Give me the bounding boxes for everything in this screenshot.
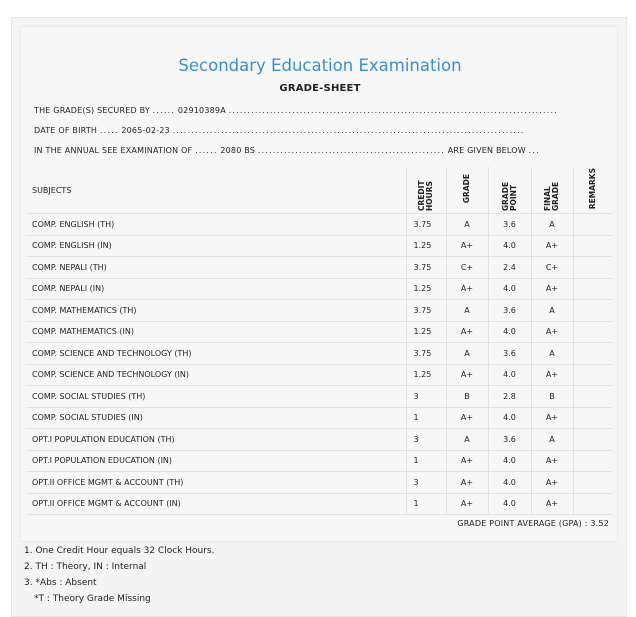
note-item: 3. *Abs : Absent xyxy=(24,578,97,588)
final-grade-cell: B xyxy=(531,386,573,408)
final-grade-cell: A+ xyxy=(531,321,573,343)
subject-cell: COMP. SCIENCE AND TECHNOLOGY (IN) xyxy=(27,364,406,386)
remarks-cell xyxy=(573,214,612,236)
table-row xyxy=(27,235,612,257)
remarks-cell xyxy=(573,364,612,386)
header-credit-hours: CREDIT HOURS xyxy=(406,167,446,214)
table-row xyxy=(27,214,612,236)
remarks-cell xyxy=(573,321,612,343)
table-row xyxy=(27,386,612,408)
remarks-cell xyxy=(573,257,612,279)
exam-year: 2080 BS xyxy=(220,146,256,155)
grade-point-cell: 4.0 xyxy=(488,364,531,386)
grade-point-cell: 3.6 xyxy=(488,343,531,365)
credit-hours-cell: 3 xyxy=(406,429,446,451)
note-item: *T : Theory Grade Missing xyxy=(34,594,151,604)
symbol-number-line: THE GRADE(S) SECURED BY ...... 02910389A ........................................................................................ xyxy=(34,106,559,115)
final-grade-cell: A+ xyxy=(531,493,573,515)
subject-cell: OPT.I POPULATION EDUCATION (IN) xyxy=(27,450,406,472)
final-grade-cell: A xyxy=(531,429,573,451)
remarks-cell xyxy=(573,278,612,300)
credit-hours-cell: 3.75 xyxy=(406,214,446,236)
grade-cell: C+ xyxy=(446,257,488,279)
page-title: Secondary Education Examination xyxy=(178,56,462,75)
grade-cell: A+ xyxy=(446,321,488,343)
grade-point-cell: 2.8 xyxy=(488,386,531,408)
subject-cell: COMP. MATHEMATICS (IN) xyxy=(27,321,406,343)
subject-cell: COMP. SOCIAL STUDIES (TH) xyxy=(27,386,406,408)
grade-sheet-page xyxy=(11,17,627,617)
grade-point-cell: 4.0 xyxy=(488,493,531,515)
page-subtitle: GRADE-SHEET xyxy=(279,83,361,94)
grade-cell: A+ xyxy=(446,493,488,515)
grade-point-cell: 3.6 xyxy=(488,214,531,236)
exam-suffix: ARE GIVEN BELOW xyxy=(447,146,526,155)
credit-hours-cell: 1.25 xyxy=(406,364,446,386)
subject-cell: COMP. ENGLISH (IN) xyxy=(27,235,406,257)
grade-cell: B xyxy=(446,386,488,408)
remarks-cell xyxy=(573,493,612,515)
table-row xyxy=(27,300,612,322)
symbol-number: 02910389A xyxy=(177,106,226,115)
final-grade-cell: A+ xyxy=(531,472,573,494)
header-subjects: SUBJECTS xyxy=(27,167,406,214)
grades-secured-label: THE GRADE(S) SECURED BY xyxy=(34,106,150,115)
final-grade-cell: A xyxy=(531,343,573,365)
table-row xyxy=(27,321,612,343)
credit-hours-cell: 3 xyxy=(406,386,446,408)
subject-cell: COMP. SCIENCE AND TECHNOLOGY (TH) xyxy=(27,343,406,365)
final-grade-cell: A+ xyxy=(531,450,573,472)
credit-hours-cell: 3.75 xyxy=(406,343,446,365)
table-row xyxy=(27,257,612,279)
credit-hours-cell: 1 xyxy=(406,450,446,472)
credit-hours-cell: 1.25 xyxy=(406,321,446,343)
table-header-row xyxy=(27,167,612,214)
exam-label: IN THE ANNUAL SEE EXAMINATION OF xyxy=(34,146,193,155)
subject-cell: COMP. NEPALI (IN) xyxy=(27,278,406,300)
final-grade-cell: A+ xyxy=(531,278,573,300)
final-grade-cell: A xyxy=(531,300,573,322)
grade-point-cell: 4.0 xyxy=(488,450,531,472)
table-row xyxy=(27,278,612,300)
grade-cell: A+ xyxy=(446,450,488,472)
grade-cell: A xyxy=(446,343,488,365)
grade-point-cell: 4.0 xyxy=(488,235,531,257)
grade-sheet-panel xyxy=(20,26,618,542)
grade-cell: A xyxy=(446,300,488,322)
table-row xyxy=(27,493,612,515)
final-grade-cell: A+ xyxy=(531,235,573,257)
grade-point-cell: 4.0 xyxy=(488,278,531,300)
grade-cell: A+ xyxy=(446,407,488,429)
table-row xyxy=(27,343,612,365)
gpa-label: GRADE POINT AVERAGE (GPA) : xyxy=(457,519,588,528)
remarks-cell xyxy=(573,407,612,429)
remarks-cell xyxy=(573,472,612,494)
gpa-summary xyxy=(457,519,609,528)
grade-cell: A xyxy=(446,429,488,451)
notes-list xyxy=(24,543,214,607)
credit-hours-cell: 3.75 xyxy=(406,257,446,279)
subject-cell: COMP. NEPALI (TH) xyxy=(27,257,406,279)
header-final-grade: FINAL GRADE xyxy=(531,167,573,214)
header-remarks: REMARKS xyxy=(573,167,612,214)
grade-point-cell: 3.6 xyxy=(488,300,531,322)
subject-cell: COMP. SOCIAL STUDIES (IN) xyxy=(27,407,406,429)
grade-cell: A+ xyxy=(446,472,488,494)
table-row xyxy=(27,450,612,472)
header-grade-point: GRADE POINT xyxy=(488,167,531,214)
header-grade: GRADE xyxy=(446,167,488,214)
table-row xyxy=(27,407,612,429)
grade-cell: A xyxy=(446,214,488,236)
exam-line: IN THE ANNUAL SEE EXAMINATION OF ...... 2080 BS .................................................. ARE GIVEN BELOW ... xyxy=(34,146,540,155)
table-row xyxy=(27,364,612,386)
table-row xyxy=(27,472,612,494)
grade-point-cell: 4.0 xyxy=(488,472,531,494)
dob-value: 2065-02-23 xyxy=(121,126,170,135)
remarks-cell xyxy=(573,235,612,257)
subject-cell: OPT.I POPULATION EDUCATION (TH) xyxy=(27,429,406,451)
gpa-value: 3.52 xyxy=(590,519,609,528)
remarks-cell xyxy=(573,386,612,408)
subject-cell: COMP. ENGLISH (TH) xyxy=(27,214,406,236)
final-grade-cell: A xyxy=(531,214,573,236)
grade-point-cell: 4.0 xyxy=(488,407,531,429)
grade-cell: A+ xyxy=(446,364,488,386)
grade-point-cell: 2.4 xyxy=(488,257,531,279)
credit-hours-cell: 1 xyxy=(406,493,446,515)
remarks-cell xyxy=(573,450,612,472)
remarks-cell xyxy=(573,343,612,365)
note-item: 1. One Credit Hour equals 32 Clock Hours. xyxy=(24,546,215,556)
remarks-cell xyxy=(573,300,612,322)
grade-cell: A+ xyxy=(446,278,488,300)
date-of-birth-line: DATE OF BIRTH ..... 2065-02-23 .............................................................................................. xyxy=(34,126,525,135)
remarks-cell xyxy=(573,429,612,451)
dob-label: DATE OF BIRTH xyxy=(34,126,98,135)
grade-point-cell: 4.0 xyxy=(488,321,531,343)
final-grade-cell: A+ xyxy=(531,364,573,386)
grades-table xyxy=(27,167,612,515)
grade-cell: A+ xyxy=(446,235,488,257)
credit-hours-cell: 1 xyxy=(406,407,446,429)
credit-hours-cell: 3.75 xyxy=(406,300,446,322)
grade-point-cell: 3.6 xyxy=(488,429,531,451)
credit-hours-cell: 1.25 xyxy=(406,235,446,257)
table-row xyxy=(27,429,612,451)
note-item: 2. TH : Theory, IN : Internal xyxy=(24,562,147,572)
subject-cell: OPT.II OFFICE MGMT & ACCOUNT (TH) xyxy=(27,472,406,494)
final-grade-cell: A+ xyxy=(531,407,573,429)
subject-cell: COMP. MATHEMATICS (TH) xyxy=(27,300,406,322)
subject-cell: OPT.II OFFICE MGMT & ACCOUNT (IN) xyxy=(27,493,406,515)
final-grade-cell: C+ xyxy=(531,257,573,279)
credit-hours-cell: 3 xyxy=(406,472,446,494)
credit-hours-cell: 1.25 xyxy=(406,278,446,300)
